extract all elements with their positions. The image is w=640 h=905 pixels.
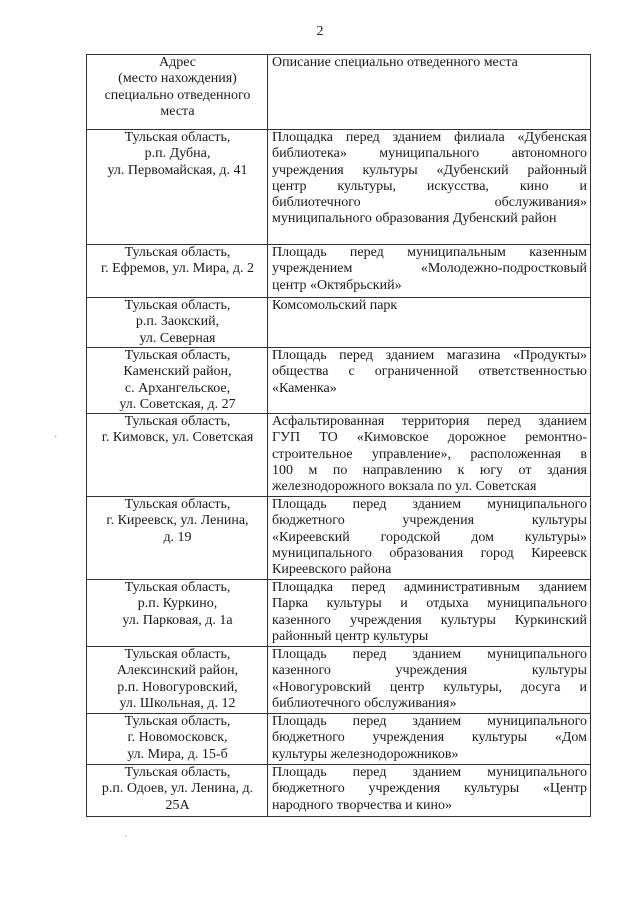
table-row	[87, 714, 591, 765]
description-line: Площадь перед зданием муниципального	[272, 647, 587, 663]
description-cell	[268, 414, 591, 497]
address-cell	[87, 245, 268, 298]
description-line: «Новогуровский центр культуры, досуга и	[272, 679, 587, 695]
description-line: центр культуры, искусства, кино и	[272, 178, 587, 194]
description-cell	[268, 245, 591, 298]
header-address-line: места	[160, 103, 195, 119]
address-line: Тульская область,	[124, 414, 231, 430]
designated-places-table	[86, 54, 591, 817]
address-line: р.п. Дубна,	[144, 146, 211, 162]
header-description	[268, 55, 591, 130]
description-line: Комсомольский парк	[272, 298, 398, 313]
scan-mark: ·	[124, 832, 128, 843]
table-row	[87, 348, 591, 414]
address-cell	[87, 714, 268, 765]
description-line: бюджетного учреждения культуры	[272, 513, 587, 529]
description-line: Площадь перед зданием магазина «Продукты»	[272, 348, 587, 363]
table-header-row	[87, 55, 591, 130]
description-line: строительное управление», расположенная в	[272, 446, 587, 462]
address-cell	[87, 765, 268, 817]
description-line: казенного учреждения культуры Куркинский	[272, 612, 587, 628]
description-line: «Киреевский городской дом культуры»	[272, 529, 587, 545]
address-cell	[87, 298, 268, 348]
description-line: Площадка перед административным зданием	[272, 580, 587, 596]
table-row	[87, 130, 591, 245]
description-line: Площадь перед зданием муниципального	[272, 765, 587, 781]
address-line: ул. Советская, д. 27	[119, 396, 236, 412]
address-line: г. Ефремов, ул. Мира, д. 2	[100, 261, 255, 277]
address-line: Алексинский район,	[116, 663, 239, 679]
description-line: библиотечного обслуживания»	[272, 696, 457, 712]
description-line: центр «Октябрьский»	[272, 277, 402, 293]
description-line: Площадь перед зданием муниципального	[272, 497, 587, 513]
header-address-line: Адрес	[158, 55, 196, 70]
description-line: Площадка перед зданием филиала «Дубенская	[272, 130, 587, 145]
address-line: р.п. Одоев, ул. Ленина, д.	[101, 781, 254, 797]
description-line: Площадь перед муниципальным казенным	[272, 245, 587, 260]
table-row	[87, 580, 591, 647]
description-cell	[268, 580, 591, 647]
address-line: Тульская область,	[124, 130, 231, 145]
address-cell	[87, 647, 268, 714]
description-line: «Каменка»	[272, 380, 337, 396]
description-line: ГУП ТО «Кимовское дорожное ремонтно-	[272, 430, 587, 446]
address-line: Тульская область,	[124, 245, 231, 260]
address-line: г. Кимовск, ул. Советская	[101, 430, 254, 446]
description-line: железнодорожного вокзала по ул. Советская	[272, 479, 537, 495]
address-line: д. 19	[163, 529, 192, 545]
description-line: учреждения культуры «Дубенский районный	[272, 162, 587, 178]
table-row	[87, 245, 591, 298]
address-line: р.п. Куркино,	[137, 596, 218, 612]
description-line: Площадь перед зданием муниципального	[272, 714, 587, 730]
address-cell	[87, 348, 268, 414]
description-line: культуры железнодорожников»	[272, 746, 459, 762]
address-line: Тульская область,	[124, 765, 231, 781]
address-line: Тульская область,	[124, 298, 231, 313]
address-line: Тульская область,	[124, 580, 231, 596]
address-line: г. Киреевск, ул. Ленина,	[106, 513, 249, 529]
page-number: 2	[316, 24, 324, 39]
address-line: 25А	[165, 797, 190, 813]
table-row	[87, 298, 591, 348]
address-cell	[87, 414, 268, 497]
address-line: Тульская область,	[124, 348, 231, 363]
table-row	[87, 497, 591, 580]
scan-mark: ·	[54, 432, 58, 443]
address-cell	[87, 497, 268, 580]
description-line: казенного учреждения культуры	[272, 663, 587, 679]
description-cell	[268, 647, 591, 714]
description-cell	[268, 130, 591, 245]
description-line: библиотечного обслуживания»	[272, 195, 587, 211]
address-cell	[87, 580, 268, 647]
address-line: ул. Мира, д. 15-б	[127, 746, 228, 762]
description-line: муниципального образования город Киреевск	[272, 546, 587, 562]
header-address	[87, 55, 268, 130]
description-line: муниципального образования Дубенский район	[272, 211, 557, 227]
table-row	[87, 765, 591, 817]
description-line: Парка культуры и отдыха муниципального	[272, 596, 587, 612]
description-line: народного творчества и кино»	[272, 797, 452, 813]
description-cell	[268, 765, 591, 817]
address-line: Тульская область,	[124, 714, 231, 730]
description-line: общества с ограниченной ответственностью	[272, 364, 587, 380]
address-line: ул. Школьная, д. 12	[119, 696, 236, 712]
header-address-line: (место нахождения)	[118, 71, 237, 87]
description-cell	[268, 348, 591, 414]
address-line: с. Архангельское,	[124, 380, 231, 396]
address-cell	[87, 130, 268, 245]
table-row	[87, 414, 591, 497]
description-line: Киреевского района	[272, 562, 392, 578]
address-line: ул. Северная	[139, 330, 216, 346]
header-address-line: специально отведенного	[104, 87, 251, 103]
address-line: р.п. Заокский,	[135, 314, 220, 330]
table-row	[87, 647, 591, 714]
description-cell	[268, 714, 591, 765]
address-line: р.п. Новогуровский,	[117, 679, 238, 695]
description-line: 100 м по направлению к югу от здания	[272, 463, 587, 479]
address-line: ул. Первомайская, д. 41	[107, 162, 248, 178]
description-line: библиотека» муниципального автономного	[272, 146, 587, 162]
description-cell	[268, 298, 591, 348]
address-line: Тульская область,	[124, 497, 231, 513]
address-line: г. Новомосковск,	[127, 730, 228, 746]
description-line: бюджетного учреждения культуры «Дом	[272, 730, 587, 746]
description-line: районный центр культуры	[272, 629, 429, 645]
description-line: бюджетного учреждения культуры «Центр	[272, 781, 587, 797]
address-line: Тульская область,	[124, 647, 231, 663]
description-cell	[268, 497, 591, 580]
description-line: учреждением «Молодежно-подростковый	[272, 261, 587, 277]
address-line: Каменский район,	[123, 364, 232, 380]
description-line: Асфальтированная территория перед зданием	[272, 414, 587, 430]
address-line: ул. Парковая, д. 1а	[122, 612, 233, 628]
header-description-line: Описание специально отведенного места	[272, 55, 518, 70]
